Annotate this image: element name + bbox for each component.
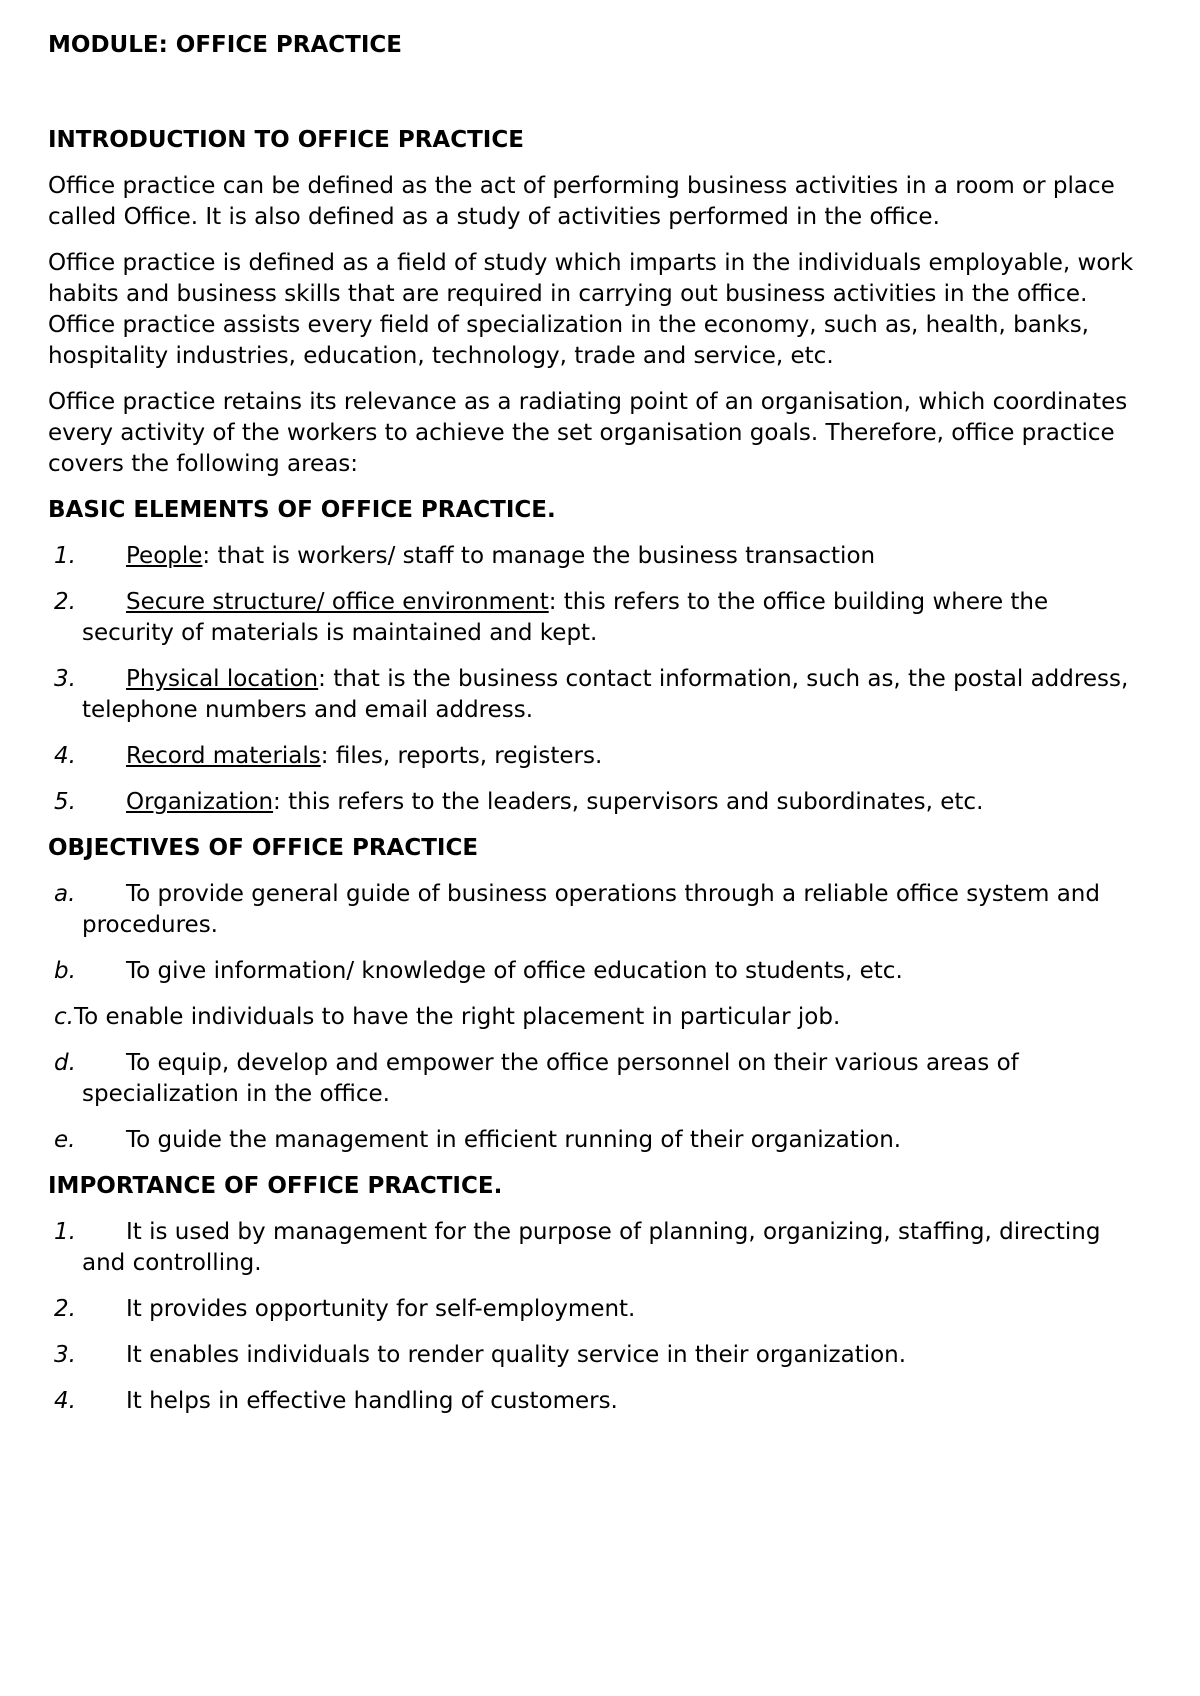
element-text: : that is the business contact information, such as, the postal address, telephone numbers and email address. bbox=[82, 666, 1129, 723]
importance-text: It provides opportunity for self-employment. bbox=[126, 1296, 636, 1322]
objective-text: To enable individuals to have the right placement in particular job. bbox=[73, 1004, 841, 1030]
objectives-heading: OBJECTIVES OF OFFICE PRACTICE bbox=[48, 835, 479, 861]
list-marker: d. bbox=[54, 1050, 76, 1076]
list-item bbox=[48, 741, 1140, 772]
element-text: : files, reports, registers. bbox=[320, 743, 603, 769]
list-item bbox=[48, 1217, 1140, 1279]
element-text: : this refers to the leaders, supervisors and subordinates, etc. bbox=[273, 789, 984, 815]
elements-heading: BASIC ELEMENTS OF OFFICE PRACTICE. bbox=[48, 497, 556, 523]
intro-paragraph: Office practice is defined as a field of study which imparts in the individuals employable, work habits and business skills that are required in carrying out business activities in the office. Office practice assists every field of specialization in the economy, such as, health, banks, hospitality industries, education, technology, trade and service, etc. bbox=[48, 250, 1134, 369]
list-marker: 3. bbox=[54, 1342, 76, 1368]
list-item bbox=[48, 879, 1140, 941]
objective-text: To guide the management in efficient running of their organization. bbox=[126, 1127, 902, 1153]
element-term: Organization bbox=[126, 789, 274, 815]
element-term: People bbox=[126, 543, 203, 569]
importance-text: It helps in effective handling of customers. bbox=[126, 1388, 618, 1414]
list-item bbox=[48, 1048, 1140, 1110]
list-marker: 5. bbox=[54, 789, 76, 815]
list-marker: 4. bbox=[54, 1388, 76, 1414]
list-item bbox=[48, 956, 1140, 987]
list-marker: a. bbox=[54, 881, 76, 907]
objective-text: To provide general guide of business operations through a reliable office system and procedures. bbox=[82, 881, 1100, 938]
list-item bbox=[48, 1294, 1140, 1325]
list-marker: 3. bbox=[54, 666, 76, 692]
list-marker: b. bbox=[54, 958, 76, 984]
module-title: MODULE: OFFICE PRACTICE bbox=[48, 32, 402, 58]
objectives-list bbox=[48, 879, 1140, 1156]
intro-paragraph: Office practice can be defined as the act of performing business activities in a room or place called Office. It is also defined as a study of activities performed in the office. bbox=[48, 173, 1115, 230]
element-term: Physical location bbox=[126, 666, 319, 692]
list-item bbox=[48, 664, 1140, 726]
objective-text: To equip, develop and empower the office personnel on their various areas of specialization in the office. bbox=[82, 1050, 1019, 1107]
list-item bbox=[48, 541, 1140, 572]
element-text: : this refers to the office building where the security of materials is maintained and kept. bbox=[82, 589, 1049, 646]
list-item bbox=[48, 1386, 1140, 1417]
importance-text: It enables individuals to render quality service in their organization. bbox=[126, 1342, 907, 1368]
importance-heading: IMPORTANCE OF OFFICE PRACTICE. bbox=[48, 1173, 503, 1199]
list-marker: 1. bbox=[54, 1219, 76, 1245]
list-item bbox=[48, 1340, 1140, 1371]
importance-list bbox=[48, 1217, 1140, 1417]
list-item bbox=[48, 787, 1140, 818]
list-marker: e. bbox=[54, 1127, 76, 1153]
objective-text: To give information/ knowledge of office education to students, etc. bbox=[126, 958, 903, 984]
list-marker: 1. bbox=[54, 543, 76, 569]
list-item bbox=[48, 1125, 1140, 1156]
element-term: Record materials bbox=[126, 743, 321, 769]
list-item bbox=[48, 1002, 1140, 1033]
list-marker: 4. bbox=[54, 743, 76, 769]
list-item bbox=[48, 587, 1140, 649]
element-term: Secure structure/ office environment bbox=[126, 589, 549, 615]
intro-heading: INTRODUCTION TO OFFICE PRACTICE bbox=[48, 127, 524, 153]
importance-text: It is used by management for the purpose of planning, organizing, staffing, directing and controlling. bbox=[82, 1219, 1101, 1276]
element-text: : that is workers/ staff to manage the business transaction bbox=[202, 543, 876, 569]
list-marker: 2. bbox=[54, 589, 76, 615]
elements-list bbox=[48, 541, 1140, 818]
intro-paragraph: Office practice retains its relevance as a radiating point of an organisation, which coordinates every activity of the workers to achieve the set organisation goals. Therefore, office practice covers the following areas: bbox=[48, 389, 1128, 477]
list-marker: 2. bbox=[54, 1296, 76, 1322]
list-marker: c. bbox=[54, 1004, 74, 1030]
